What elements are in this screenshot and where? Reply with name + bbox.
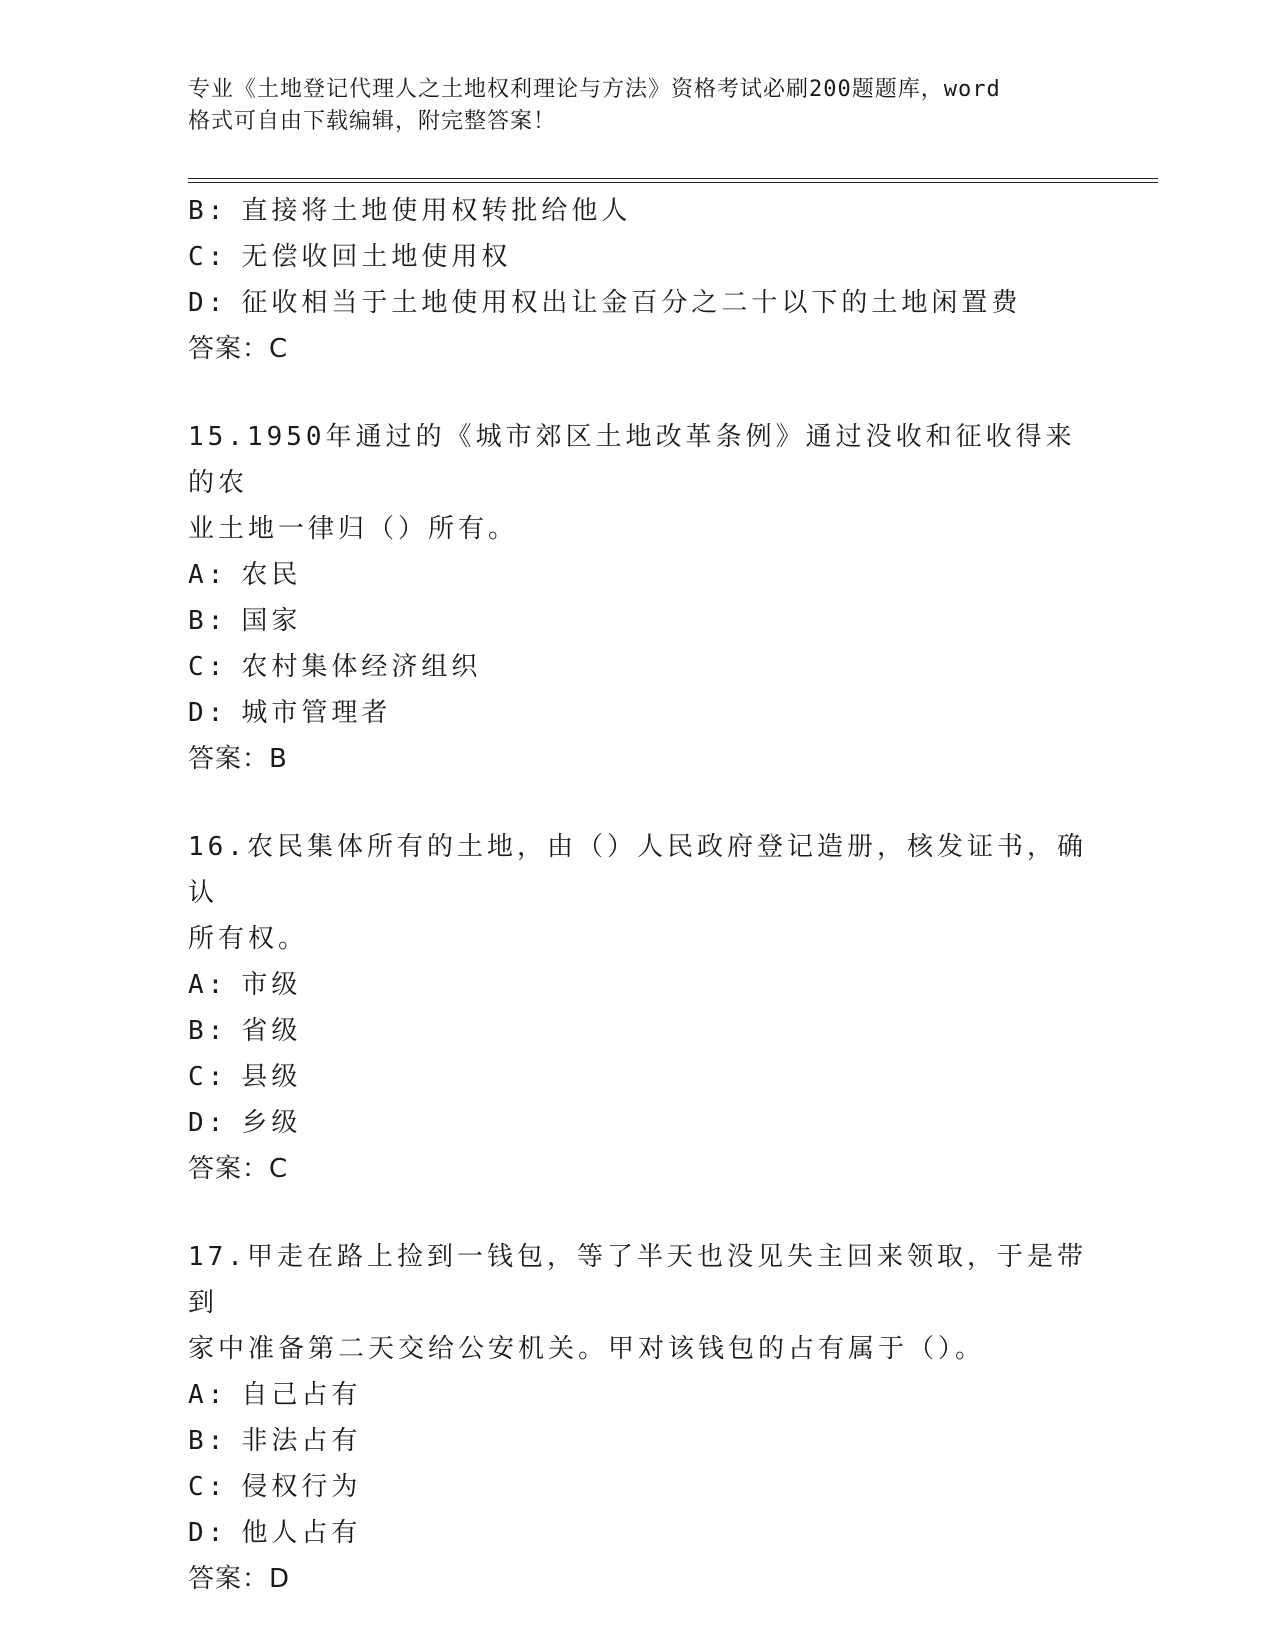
- option-a: [188, 1372, 1088, 1418]
- option-text: 农村集体经济组织: [241, 652, 482, 682]
- option-c: [188, 234, 1088, 280]
- document-header: [188, 74, 1088, 138]
- option-key: C:: [188, 1472, 228, 1502]
- question-16: [188, 824, 1088, 1192]
- option-text: 非法占有: [241, 1426, 362, 1456]
- option-c: [188, 1464, 1088, 1510]
- question-15: [188, 414, 1088, 782]
- answer: 答案：C: [188, 334, 289, 364]
- answer: 答案：D: [188, 1564, 291, 1594]
- header-line-1: 专业《土地登记代理人之土地权利理论与方法》资格考试必刷200题题库，word: [188, 77, 1001, 102]
- option-key: B:: [188, 1016, 228, 1046]
- option-a: [188, 552, 1088, 598]
- option-key: D:: [188, 1108, 228, 1138]
- option-key: C:: [188, 652, 228, 682]
- question-list: [188, 188, 1088, 1602]
- option-text: 他人占有: [241, 1518, 362, 1548]
- option-text: 征收相当于土地使用权出让金百分之二十以下的土地闲置费: [241, 288, 1022, 318]
- option-d: [188, 690, 1088, 736]
- option-text: 直接将土地使用权转批给他人: [241, 196, 632, 226]
- header-double-rule: [188, 178, 1158, 183]
- question-stem-line: 16.农民集体所有的土地，由（）人民政府登记造册，核发证书，确认: [188, 832, 1087, 908]
- answer: 答案：C: [188, 1154, 289, 1184]
- option-d: [188, 1100, 1088, 1146]
- option-key: B:: [188, 1426, 228, 1456]
- option-key: A:: [188, 560, 228, 590]
- option-key: D:: [188, 698, 228, 728]
- option-text: 无偿收回土地使用权: [241, 242, 512, 272]
- option-text: 县级: [241, 1062, 302, 1092]
- question-stem-line: 所有权。: [188, 924, 309, 954]
- option-b: [188, 1008, 1088, 1054]
- answer: 答案：B: [188, 744, 288, 774]
- question-stem-line: 业土地一律归（）所有。: [188, 514, 519, 544]
- option-b: [188, 1418, 1088, 1464]
- option-text: 城市管理者: [241, 698, 392, 728]
- option-key: A:: [188, 1380, 228, 1410]
- option-text: 省级: [241, 1016, 302, 1046]
- option-text: 自己占有: [241, 1380, 362, 1410]
- option-key: C:: [188, 1062, 228, 1092]
- question-stem-line: 15.1950年通过的《城市郊区土地改革条例》通过没收和征收得来的农: [188, 422, 1076, 498]
- option-key: B:: [188, 196, 228, 226]
- question-14: [188, 188, 1088, 372]
- option-d: [188, 1510, 1088, 1556]
- option-text: 农民: [241, 560, 302, 590]
- option-b: [188, 188, 1088, 234]
- option-text: 侵权行为: [241, 1472, 362, 1502]
- option-d: [188, 280, 1088, 326]
- question-stem-line: 17.甲走在路上捡到一钱包，等了半天也没见失主回来领取，于是带到: [188, 1242, 1087, 1318]
- header-line-2: 格式可自由下载编辑，附完整答案！: [188, 109, 557, 134]
- option-text: 国家: [241, 606, 302, 636]
- option-key: A:: [188, 970, 228, 1000]
- option-key: D:: [188, 288, 228, 318]
- option-key: C:: [188, 242, 228, 272]
- option-c: [188, 1054, 1088, 1100]
- question-17: [188, 1234, 1088, 1602]
- option-text: 市级: [241, 970, 302, 1000]
- option-key: B:: [188, 606, 228, 636]
- option-b: [188, 598, 1088, 644]
- question-stem-line: 家中准备第二天交给公安机关。甲对该钱包的占有属于（）。: [188, 1334, 986, 1364]
- option-c: [188, 644, 1088, 690]
- option-text: 乡级: [241, 1108, 302, 1138]
- option-key: D:: [188, 1518, 228, 1548]
- option-a: [188, 962, 1088, 1008]
